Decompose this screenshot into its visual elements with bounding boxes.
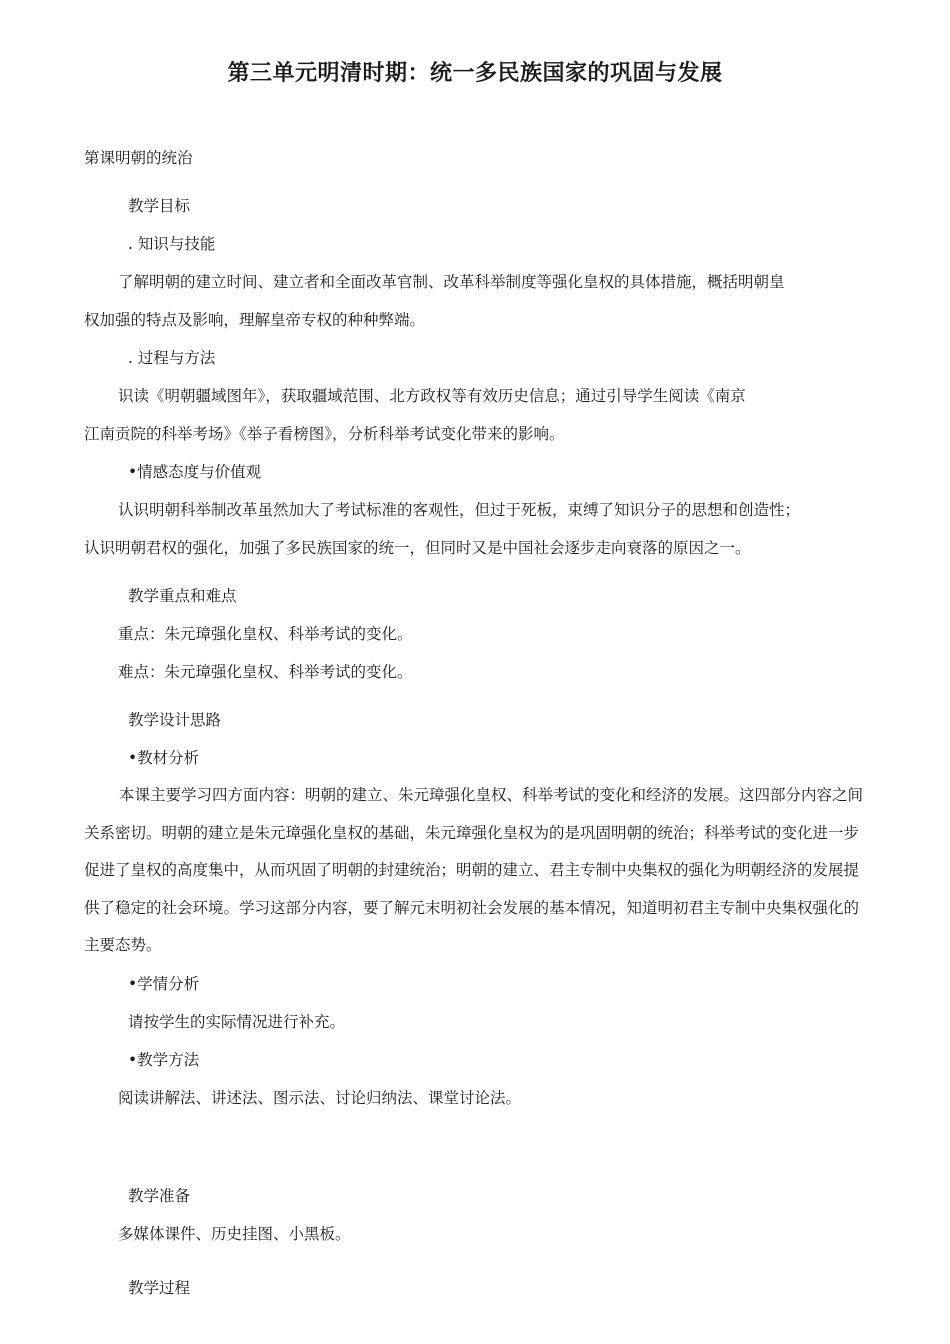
knowledge-text-line-1: 了解明朝的建立时间、建立者和全面改革官制、改革科举制度等强化皇权的具体措施，概括明朝皇 [118,273,785,291]
teaching-methods-text: 阅读讲解法、讲述法、图示法、讨论归纳法、课堂讨论法。 [118,1089,522,1107]
key-point-difficulty: 难点：朱元璋强化皇权、科举考试的变化。 [118,663,413,681]
preparation-text: 多媒体课件、历史挂图、小黑板。 [118,1225,351,1243]
emotion-text-line-1: 认识明朝科举制改革虽然加大了考试标准的客观性，但过于死板，束缚了知识分子的思想和创造性； [118,501,801,519]
process-text-line-1: 识读《明朝疆域图年》，获取疆域范围、北方政权等有效历史信息；通过引导学生阅读《南京 [118,387,746,405]
section-heading-teaching-goals: 教学目标 [128,197,191,215]
lesson-title: 第课明朝的统治 [84,149,193,167]
section-heading-design: 教学设计思路 [128,711,222,729]
section-heading-preparation: 教学准备 [128,1187,191,1205]
process-text-line-2: 江南贡院的科举考场》《举子看榜图》，分析科举考试变化带来的影响。 [84,425,565,443]
subheading-knowledge-skills: . 知识与技能 [128,235,216,253]
section-heading-teaching-process: 教学过程 [128,1279,191,1297]
emotion-text-line-2: 认识明朝君权的强化，加强了多民族国家的统一，但同时又是中国社会逐步走向衰落的原因之一。 [84,539,751,557]
subheading-material-analysis: •教材分析 [128,749,200,767]
subheading-emotion-values: •情感态度与价值观 [128,463,262,481]
subheading-student-analysis: •学情分析 [128,975,200,993]
material-analysis-paragraph [84,777,866,965]
section-heading-key-points: 教学重点和难点 [128,587,237,605]
knowledge-text-line-2: 权加强的特点及影响，理解皇帝专权的种种弊端。 [84,311,426,329]
key-point-focus: 重点：朱元璋强化皇权、科举考试的变化。 [118,625,413,643]
document-title: 第三单元明清时期：统一多民族国家的巩固与发展 [227,61,723,86]
subheading-teaching-methods: •教学方法 [128,1051,200,1069]
student-analysis-text: 请按学生的实际情况进行补充。 [128,1013,346,1031]
subheading-process-methods: . 过程与方法 [128,349,216,367]
material-analysis-text: 本课主要学习四方面内容：明朝的建立、朱元璋强化皇权、科举考试的变化和经济的发展。这四部分内容之间关系密切。明朝的建立是朱元璋强化皇权的基础，朱元璋强化皇权为的是巩固明朝的统治；科举考试的变化进一步促进了皇权的高度集中，从而巩固了明朝的封建统治；明朝的建立、君主专制中央集权的强化为明朝经济的发展提供了稳定的社会环境。学习这部分内容，要了解元末明初社会发展的基本情况，知道明初君主专制中央集权强化的主要态势。 [84,786,864,954]
